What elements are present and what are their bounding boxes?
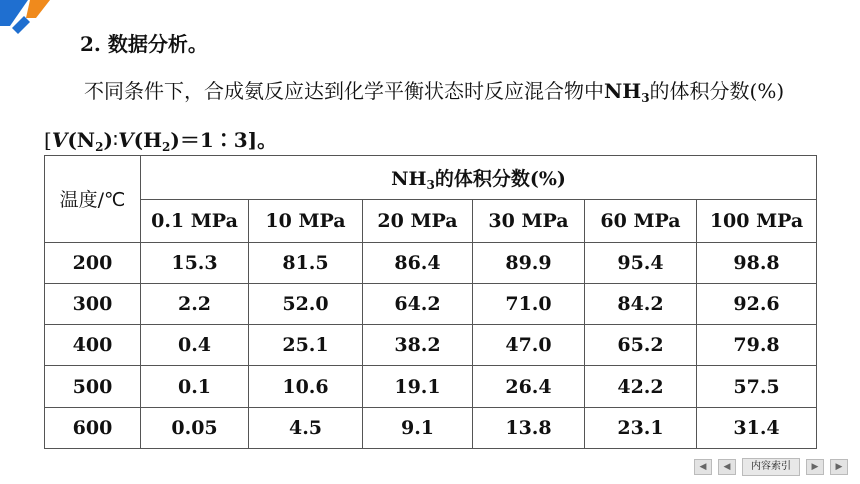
value-cell: 52.0: [249, 283, 363, 324]
value-cell: 0.1: [141, 366, 249, 407]
prev-page-icon[interactable]: ◀: [718, 459, 736, 475]
value-cell: 10.6: [249, 366, 363, 407]
value-cell: 79.8: [697, 325, 817, 366]
value-cell: 0.05: [141, 407, 249, 448]
table-row: [45, 325, 817, 366]
value-cell: 38.2: [363, 325, 473, 366]
value-cell: 23.1: [585, 407, 697, 448]
next-page-icon[interactable]: ▶: [806, 459, 824, 475]
pressure-header: 10 MPa: [249, 200, 363, 242]
value-cell: 25.1: [249, 325, 363, 366]
value-cell: 81.5: [249, 242, 363, 283]
value-cell: 57.5: [697, 366, 817, 407]
temperature-cell: 200: [45, 242, 141, 283]
value-cell: 42.2: [585, 366, 697, 407]
description-paragraph: 不同条件下，合成氨反应达到化学平衡状态时反应混合物中$NH_3$的体积分数$(\%)[V(N_2)∶V(H_2)=1∶3]$。: [44, 79, 785, 154]
navigation-bar: [694, 458, 848, 476]
last-page-icon[interactable]: ▶: [830, 459, 848, 475]
corner-logo-icon: [0, 0, 56, 40]
nh3-volume-fraction-table: [44, 155, 817, 449]
temperature-header: 温度/℃: [45, 156, 141, 243]
value-cell: 0.4: [141, 325, 249, 366]
value-cell: 15.3: [141, 242, 249, 283]
temperature-cell: 400: [45, 325, 141, 366]
table-row: [45, 242, 817, 283]
value-cell: 9.1: [363, 407, 473, 448]
value-cell: 31.4: [697, 407, 817, 448]
table-row: [45, 407, 817, 448]
value-cell: 86.4: [363, 242, 473, 283]
value-cell: 92.6: [697, 283, 817, 324]
value-cell: 4.5: [249, 407, 363, 448]
value-cell: 95.4: [585, 242, 697, 283]
value-cell: 71.0: [473, 283, 585, 324]
content-index-button[interactable]: 内容索引: [742, 458, 800, 476]
temperature-cell: 600: [45, 407, 141, 448]
section-heading: 2. 数据分析。: [80, 32, 208, 56]
pressure-header: 30 MPa: [473, 200, 585, 242]
nh3-fraction-header: $NH_3$的体积分数(%): [141, 156, 817, 200]
temperature-cell: 500: [45, 366, 141, 407]
value-cell: 26.4: [473, 366, 585, 407]
value-cell: 98.8: [697, 242, 817, 283]
value-cell: 89.9: [473, 242, 585, 283]
value-cell: 19.1: [363, 366, 473, 407]
first-page-icon[interactable]: ◀: [694, 459, 712, 475]
pressure-header: 60 MPa: [585, 200, 697, 242]
table-row: [45, 283, 817, 324]
value-cell: 13.8: [473, 407, 585, 448]
table-row: [45, 366, 817, 407]
value-cell: 64.2: [363, 283, 473, 324]
temperature-cell: 300: [45, 283, 141, 324]
value-cell: 84.2: [585, 283, 697, 324]
value-cell: 2.2: [141, 283, 249, 324]
pressure-header: 0.1 MPa: [141, 200, 249, 242]
value-cell: 65.2: [585, 325, 697, 366]
value-cell: 47.0: [473, 325, 585, 366]
pressure-header: 100 MPa: [697, 200, 817, 242]
pressure-header: 20 MPa: [363, 200, 473, 242]
